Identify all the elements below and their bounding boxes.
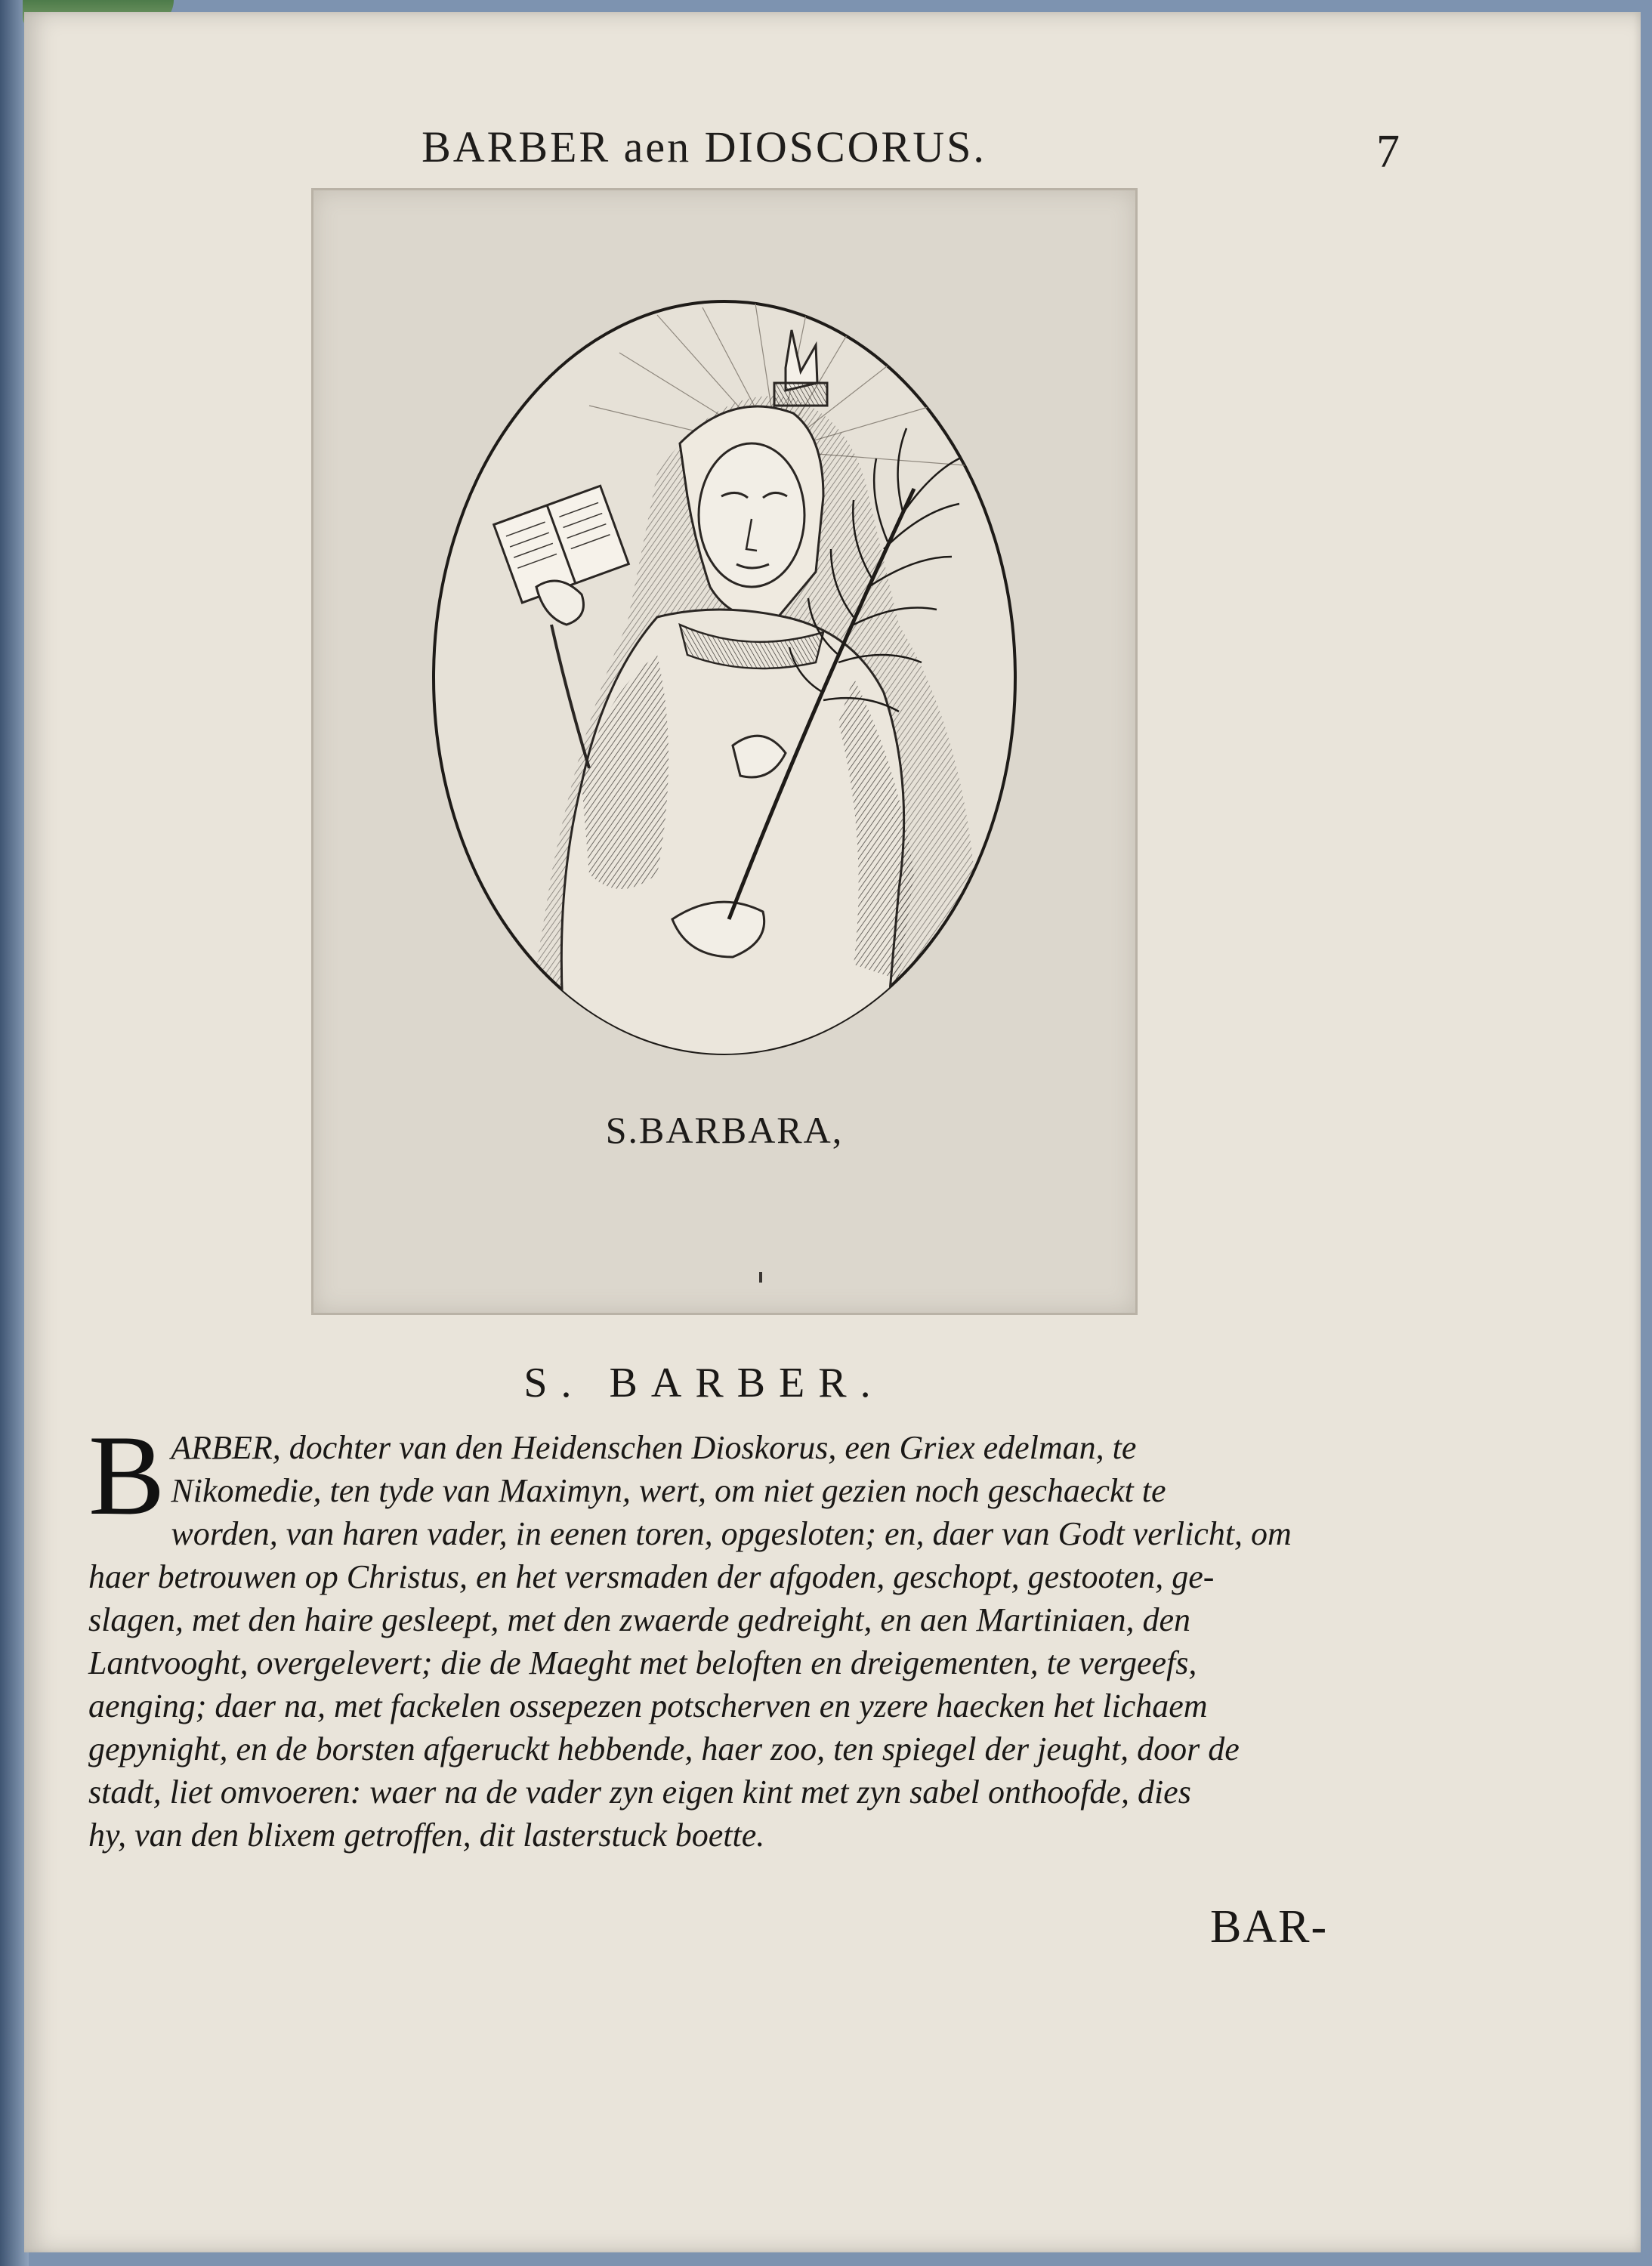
- text-line: Lantvooght, overgelevert; die de Maeght met beloften en dreigementen, te vergeefs,: [88, 1644, 1197, 1681]
- text-line: slagen, met den haire gesleept, met den zwaerde gedreight, en aen Martiniaen, den: [88, 1601, 1190, 1638]
- text-line: Nikomedie, ten tyde van Maximyn, wert, om niet gezien noch geschaeckt te: [171, 1472, 1166, 1509]
- plate-mark: [759, 1272, 762, 1283]
- text-line: ARBER, dochter van den Heidenschen Dioskorus, een Griex edelman, te: [171, 1429, 1137, 1466]
- text-line: haer betrouwen op Christus, en het versmaden der afgoden, geschopt, gestooten, ge-: [88, 1558, 1215, 1595]
- text-line: gepynight, en de borsten afgeruckt hebbende, haer zoo, ten spiegel der jeught, door de: [88, 1730, 1240, 1767]
- plate-caption: S.BARBARA,: [605, 1109, 844, 1151]
- saint-barbara-engraving: [431, 300, 1018, 1059]
- section-title: S. BARBER.: [523, 1360, 885, 1406]
- running-title: BARBER aen DIOSCORUS.: [421, 122, 987, 171]
- catchword: BAR-: [1210, 1901, 1329, 1953]
- text-line: aenging; daer na, met fackelen ossepezen potscherven en yzere haecken het lichaem: [88, 1687, 1208, 1724]
- text-line: stadt, liet omvoeren: waer na de vader zyn eigen kint met zyn sabel onthoofde, dies: [88, 1774, 1191, 1811]
- book-page: [24, 12, 1641, 2252]
- engraved-plate: [311, 188, 1138, 1315]
- page-number: 7: [1376, 126, 1400, 178]
- text-line: worden, van haren vader, in eenen toren, opgesloten; en, daer van Godt verlicht, om: [171, 1515, 1292, 1552]
- biography-text: [88, 1412, 1399, 1857]
- drop-cap: B: [88, 1412, 165, 1539]
- text-line: hy, van den blixem getroffen, dit lasterstuck boette.: [88, 1817, 765, 1854]
